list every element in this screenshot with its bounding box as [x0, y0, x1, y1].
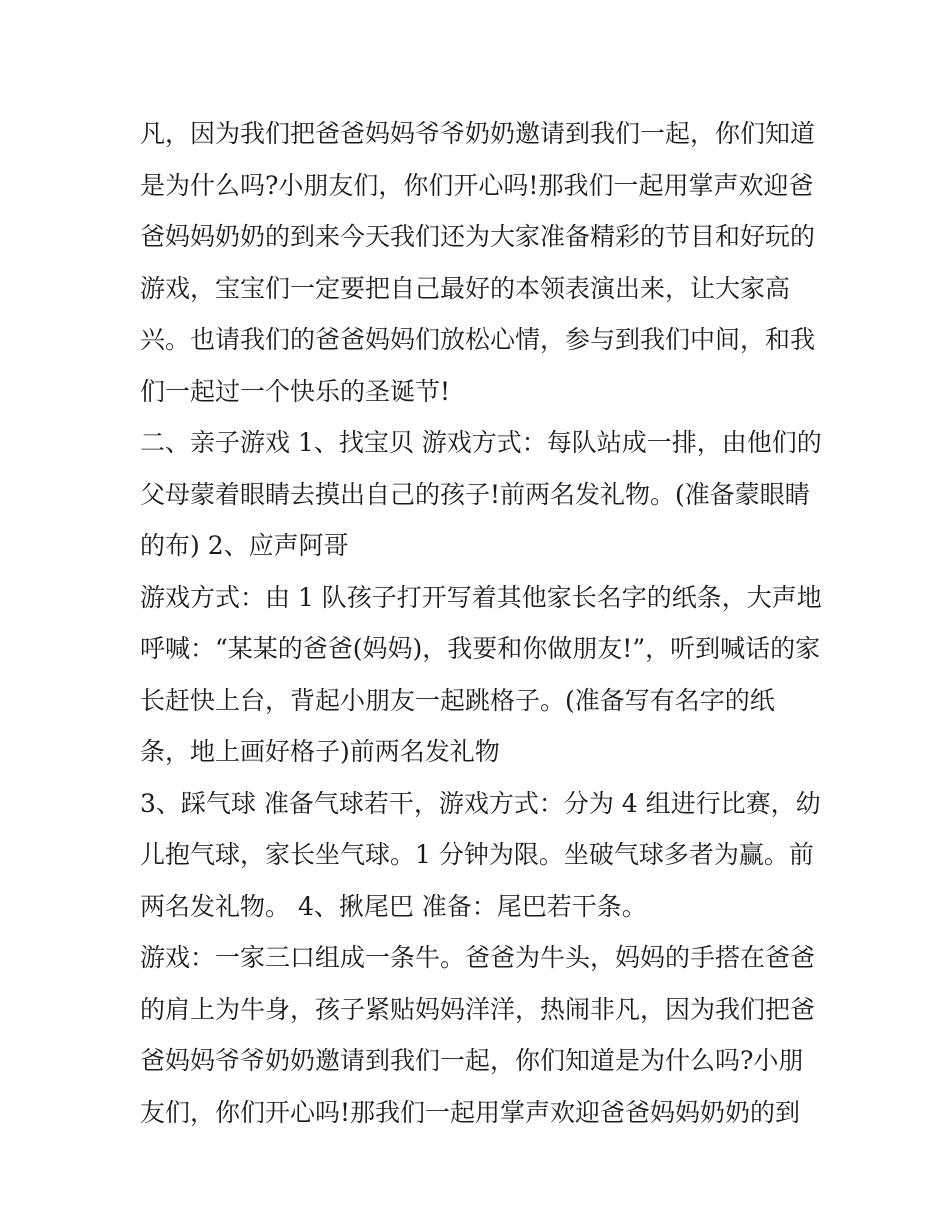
text-line: 父母蒙着眼睛去摸出自己的孩子!前两名发礼物。(准备蒙眼睛 — [140, 479, 810, 509]
text-line: 兴。也请我们的爸爸妈妈们放松心情，参与到我们中间，和我 — [140, 325, 816, 354]
text-line: 爸妈妈奶奶的到来今天我们还为大家准备精彩的节目和好玩的 — [140, 222, 816, 251]
text-line: 游戏，宝宝们一定要把自己最好的本领表演出来，让大家高 — [140, 273, 791, 303]
text-line: 条，地上画好格子)前两名发礼物 — [140, 737, 500, 766]
text-line: 的布) 2、应声阿哥 — [140, 531, 349, 560]
text-line: 两名发礼物。 4、揪尾巴 准备：尾巴若干条。 — [140, 891, 647, 921]
text-line: 游戏方式：由 1 队孩子打开写着其他家长名字的纸条，大声地 — [140, 582, 822, 612]
text-line: 爸妈妈爷爷奶奶邀请到我们一起，你们知道是为什么吗?小朋 — [140, 1046, 804, 1075]
text-line: 凡，因为我们把爸爸妈妈爷爷奶奶邀请到我们一起，你们知道 — [140, 119, 816, 148]
text-line: 呼喊：“某某的爸爸(妈妈)，我要和你做朋友!”，听到喊话的家 — [140, 634, 821, 663]
text-line: 长赶快上台，背起小朋友一起跳格子。(准备写有名字的纸 — [140, 685, 775, 715]
body-text — [140, 108, 830, 1138]
text-line: 二、亲子游戏 1、找宝贝 游戏方式：每队站成一排，由他们的 — [140, 428, 822, 457]
text-line: 友们，你们开心吗!那我们一起用掌声欢迎爸爸妈妈奶奶的到 — [140, 1097, 801, 1127]
text-line: 们一起过一个快乐的圣诞节! — [140, 376, 451, 406]
text-line: 游戏：一家三口组成一条牛。爸爸为牛头，妈妈的手搭在爸爸 — [140, 943, 816, 972]
text-line: 的肩上为牛身，孩子紧贴妈妈洋洋，热闹非凡，因为我们把爸 — [140, 994, 816, 1024]
text-line: 是为什么吗?小朋友们，你们开心吗!那我们一起用掌声欢迎爸 — [140, 170, 814, 200]
text-line: 3、踩气球 准备气球若干，游戏方式：分为 4 组进行比赛，幼 — [140, 788, 821, 818]
text-line: 儿抱气球，家长坐气球。1 分钟为限。坐破气球多者为赢。前 — [140, 840, 814, 869]
